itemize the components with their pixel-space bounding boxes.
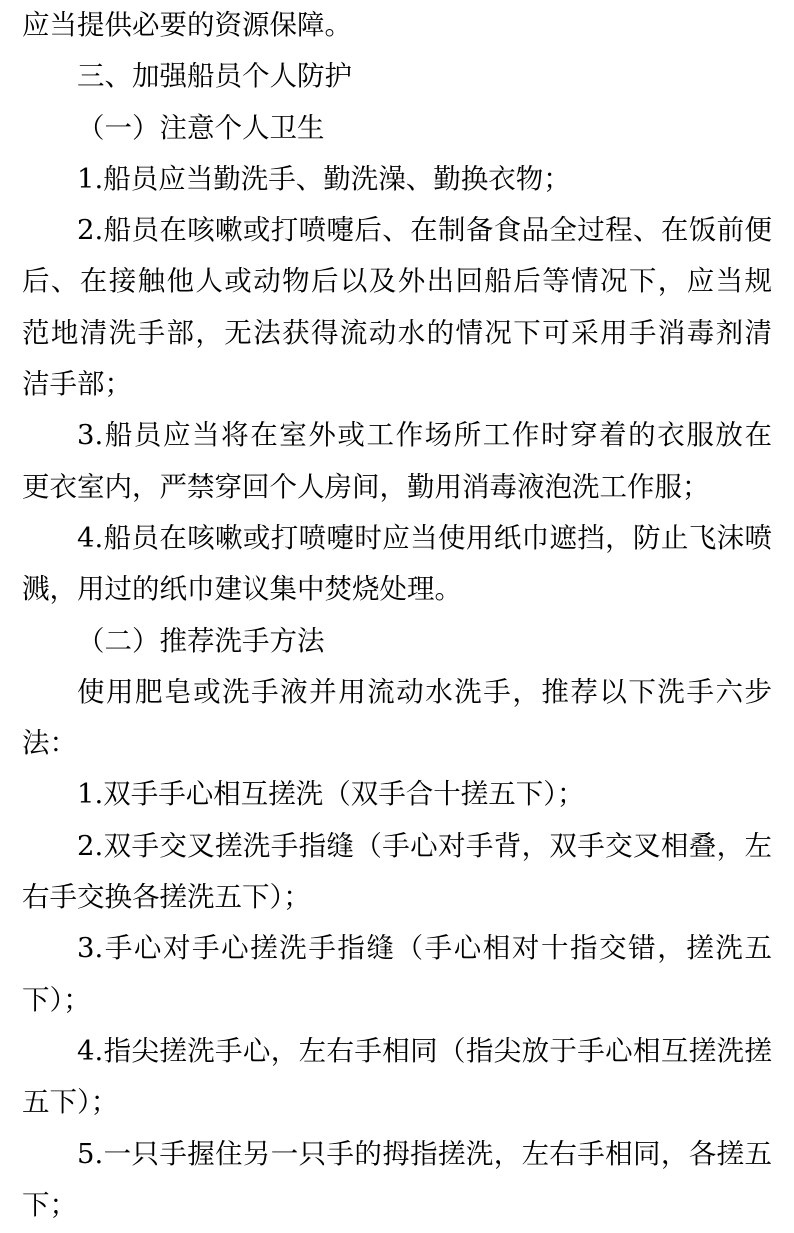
- step-line: 5.一只手握住另一只手的拇指搓洗，左右手相同，各搓五: [77, 1137, 772, 1170]
- list-item-line: 2.船员在咳嗽或打喷嚏后、在制备食品全过程、在饭前便: [77, 214, 772, 247]
- list-item-line: 3.船员应当将在室外或工作场所工作时穿着的衣服放在: [77, 419, 772, 452]
- list-item-line: 更衣室内，严禁穿回个人房间，勤用消毒液泡洗工作服；: [22, 470, 710, 503]
- step-line: 1.双手手心相互搓洗（双手合十搓五下）；: [77, 778, 585, 811]
- list-item-line: 后、在接触他人或动物后以及外出回船后等情况下，应当规: [22, 265, 772, 298]
- body-line: 使用肥皂或洗手液并用流动水洗手，推荐以下洗手六步: [77, 675, 772, 708]
- step-line: 2.双手交叉搓洗手指缝（手心对手背，双手交叉相叠，左: [77, 829, 772, 862]
- body-line: 法：: [22, 727, 77, 760]
- document-page: [22, 0, 772, 1231]
- list-item-line: 4.船员在咳嗽或打喷嚏时应当使用纸巾遮挡，防止飞沫喷: [77, 521, 772, 554]
- step-line: 3.手心对手心搓洗手指缝（手心相对十指交错，搓洗五: [77, 932, 772, 965]
- list-item-line: 溅，用过的纸巾建议集中焚烧处理。: [22, 573, 462, 606]
- step-line: 4.指尖搓洗手心，左右手相同（指尖放于手心相互搓洗搓: [77, 1034, 772, 1067]
- step-line: 下）；: [22, 983, 91, 1016]
- subsection-heading: （一）注意个人卫生: [77, 111, 325, 144]
- list-item-line: 洁手部；: [22, 368, 132, 401]
- body-line: 应当提供必要的资源保障。: [22, 9, 352, 41]
- list-item-line: 范地清洗手部，无法获得流动水的情况下可采用手消毒剂清: [22, 316, 772, 349]
- step-line: 五下）；: [22, 1086, 119, 1119]
- list-item-line: 1.船员应当勤洗手、勤洗澡、勤换衣物；: [77, 162, 571, 195]
- step-line: 下；: [22, 1188, 77, 1221]
- step-line: 右手交换各搓洗五下）；: [22, 881, 311, 914]
- section-heading: 三、加强船员个人防护: [77, 60, 352, 93]
- subsection-heading: （二）推荐洗手方法: [77, 624, 325, 657]
